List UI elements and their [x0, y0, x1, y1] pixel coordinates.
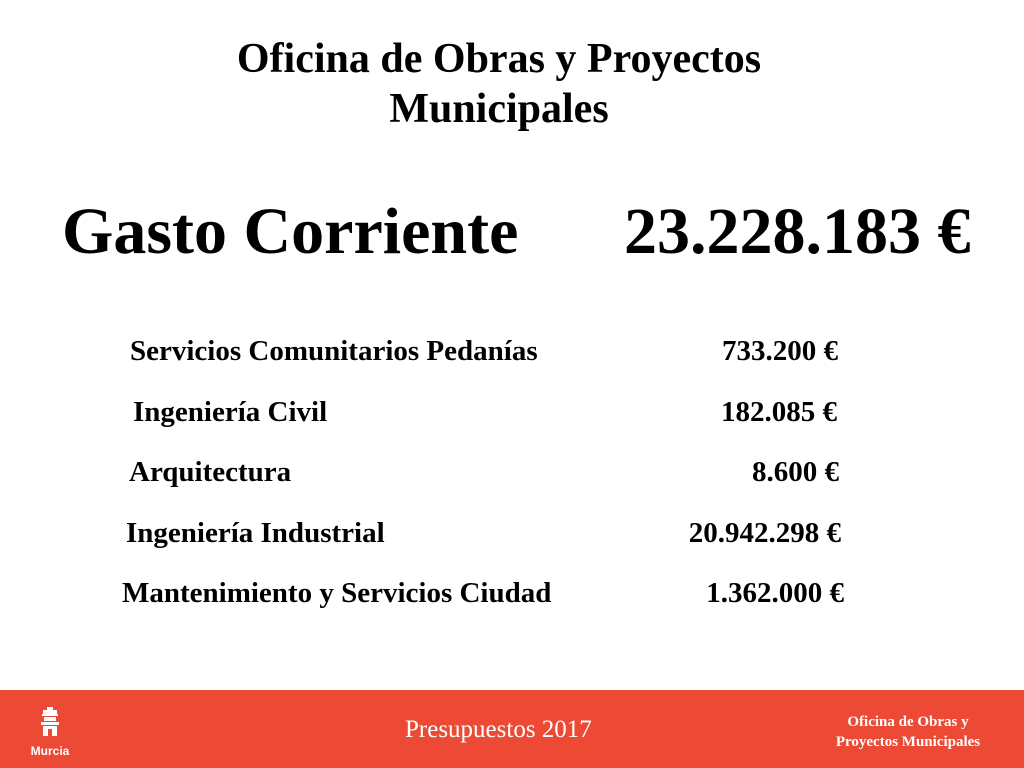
budget-line-label-servicios-comunitarios: Servicios Comunitarios Pedanías: [130, 335, 538, 367]
footer-office-line-2: Proyectos Municipales: [835, 734, 981, 750]
budget-line-amount-servicios-comunitarios: 733.200 €: [722, 335, 838, 367]
budget-line-amount-ingenieria-industrial: 20.942.298 €: [688, 517, 841, 549]
office-title: [0, 34, 998, 134]
footer-office-name: [810, 712, 1006, 752]
logo-text: Murcia: [30, 744, 70, 758]
budget-line-amount-ingenieria-civil: 182.085 €: [721, 396, 837, 428]
budget-line-label-ingenieria-civil: Ingeniería Civil: [133, 396, 328, 428]
budget-line-label-ingenieria-industrial: Ingeniería Industrial: [126, 517, 385, 549]
office-title-line-2: Municipales: [389, 86, 609, 132]
budget-line-label-mantenimiento: Mantenimiento y Servicios Ciudad: [122, 577, 552, 609]
footer-title: Presupuestos 2017: [405, 716, 592, 743]
budget-line-amount-mantenimiento: 1.362.000 €: [706, 577, 844, 609]
murcia-city-crest-icon: [22, 706, 82, 762]
headline-label: Gasto Corriente: [62, 195, 519, 268]
headline-amount: 23.228.183 €: [624, 195, 971, 268]
footer-office-line-1: Oficina de Obras y: [847, 714, 969, 730]
office-title-line-1: Oficina de Obras y Proyectos: [236, 36, 762, 82]
budget-line-amount-arquitectura: 8.600 €: [752, 456, 839, 488]
budget-line-label-arquitectura: Arquitectura: [129, 456, 292, 488]
